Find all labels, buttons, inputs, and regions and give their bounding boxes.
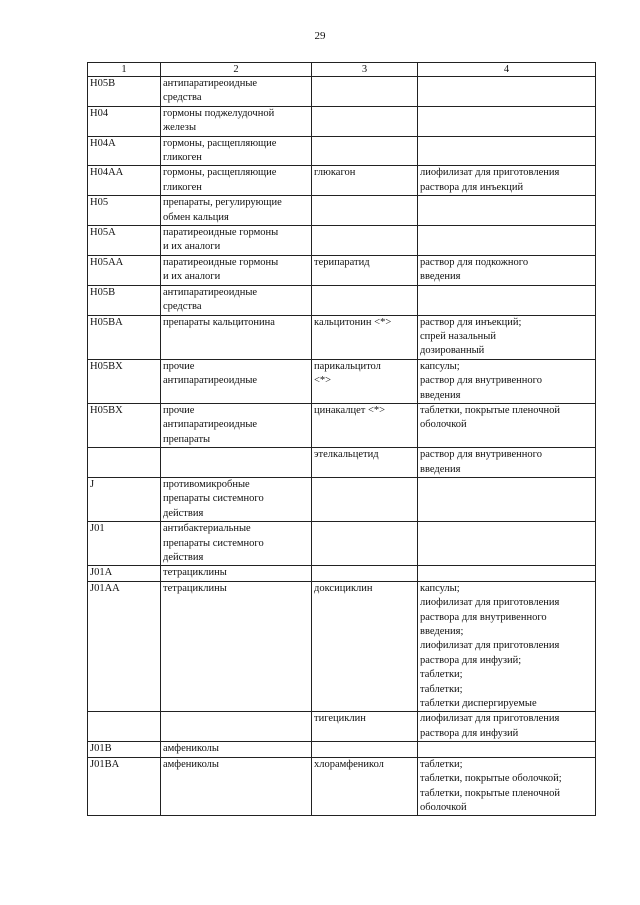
drug-cell [312, 477, 418, 521]
cell-text-line: капсулы; [420, 582, 460, 594]
cell-text-line: капсулы; [420, 360, 460, 372]
cell-text-line: введения [420, 389, 461, 401]
code-cell [88, 742, 161, 757]
drug-cell [312, 581, 418, 712]
group-cell [161, 196, 312, 226]
drug-cell [312, 285, 418, 315]
form-cell [418, 566, 596, 581]
cell-text-line: средства [163, 301, 202, 313]
cell-text-line: J01AA [90, 582, 120, 594]
column-header-3: 3 [312, 63, 418, 77]
cell-text-line: J01BA [90, 758, 120, 770]
drug-cell [312, 315, 418, 359]
drug-cell [312, 77, 418, 107]
table-row [88, 285, 596, 315]
group-cell [161, 757, 312, 816]
table-row [88, 757, 596, 816]
form-cell [418, 255, 596, 285]
group-cell [161, 315, 312, 359]
cell-text-line: раствора для инъекций [420, 181, 524, 193]
table-body [88, 77, 596, 816]
cell-text-line: таблетки; [420, 758, 463, 770]
cell-text-line: раствор для подкожного [420, 256, 529, 268]
cell-text-line: действия [163, 507, 204, 519]
group-cell [161, 522, 312, 566]
group-cell [161, 106, 312, 136]
form-cell [418, 403, 596, 447]
form-cell [418, 742, 596, 757]
drug-cell [312, 106, 418, 136]
cell-text-line: раствор для внутривенного [420, 375, 542, 387]
cell-text-line: введения; [420, 626, 464, 638]
cell-text-line: прочие [163, 360, 195, 372]
group-cell [161, 477, 312, 521]
cell-text-line: парикальцитол [314, 360, 381, 372]
group-cell [161, 403, 312, 447]
form-cell [418, 136, 596, 166]
cell-text-line: цинакалцет <*> [314, 404, 386, 416]
code-cell [88, 136, 161, 166]
code-cell [88, 359, 161, 403]
cell-text-line: антипаратиреоидные [163, 419, 258, 431]
cell-text-line: таблетки, покрытые пленочной [420, 787, 561, 799]
table-row [88, 477, 596, 521]
group-cell [161, 166, 312, 196]
form-cell [418, 166, 596, 196]
table-row [88, 712, 596, 742]
cell-text-line: препараты [163, 433, 211, 445]
table-row [88, 77, 596, 107]
cell-text-line: тетрациклины [163, 582, 227, 594]
cell-text-line: и их аналоги [163, 241, 221, 253]
drug-cell [312, 742, 418, 757]
table-row [88, 196, 596, 226]
code-cell [88, 255, 161, 285]
cell-text-line: паратиреоидные гормоны [163, 227, 279, 239]
table-row [88, 448, 596, 478]
cell-text-line: хлорамфеникол [314, 758, 384, 770]
form-cell [418, 522, 596, 566]
code-cell [88, 403, 161, 447]
cell-text-line: прочие [163, 404, 195, 416]
table-row [88, 581, 596, 712]
cell-text-line: таблетки, покрытые пленочной [420, 404, 561, 416]
cell-text-line: антибактериальные [163, 523, 251, 535]
table-row [88, 522, 596, 566]
cell-text-line: H05B [90, 78, 116, 89]
form-cell [418, 285, 596, 315]
cell-text-line: H05BX [90, 360, 123, 372]
form-cell [418, 315, 596, 359]
table-row [88, 315, 596, 359]
cell-text-line: и их аналоги [163, 271, 221, 283]
cell-text-line: терипаратид [314, 256, 370, 268]
cell-text-line: введения [420, 271, 461, 283]
group-cell [161, 136, 312, 166]
code-cell [88, 566, 161, 581]
drug-cell [312, 226, 418, 256]
drug-table [87, 62, 596, 816]
cell-text-line: паратиреоидные гормоны [163, 256, 279, 268]
cell-text-line: антипаратиреоидные [163, 78, 258, 89]
cell-text-line: оболочкой [420, 801, 467, 813]
cell-text-line: амфениколы [163, 758, 219, 770]
code-cell [88, 712, 161, 742]
group-cell [161, 581, 312, 712]
code-cell [88, 226, 161, 256]
drug-cell [312, 196, 418, 226]
code-cell [88, 196, 161, 226]
group-cell [161, 359, 312, 403]
group-cell [161, 285, 312, 315]
group-cell [161, 448, 312, 478]
column-header-1: 1 [88, 63, 161, 77]
cell-text-line: раствор для внутривенного [420, 449, 542, 461]
form-cell [418, 757, 596, 816]
cell-text-line: спрей назальный [420, 330, 496, 342]
code-cell [88, 315, 161, 359]
form-cell [418, 712, 596, 742]
table-row [88, 106, 596, 136]
drug-cell [312, 712, 418, 742]
cell-text-line: H04 [90, 107, 109, 119]
cell-text-line: раствора для внутривенного [420, 611, 547, 623]
table-row [88, 166, 596, 196]
cell-text-line: действия [163, 552, 204, 563]
cell-text-line: лиофилизат для приготовления [420, 640, 560, 652]
cell-text-line: лиофилизат для приготовления [420, 167, 560, 179]
group-cell [161, 742, 312, 757]
cell-text-line: H05 [90, 197, 109, 209]
form-cell [418, 226, 596, 256]
group-cell [161, 712, 312, 742]
code-cell [88, 757, 161, 816]
cell-text-line: оболочкой [420, 419, 467, 431]
cell-text-line: H05A [90, 227, 116, 239]
cell-text-line: препараты кальцитонина [163, 316, 275, 328]
drug-cell [312, 448, 418, 478]
cell-text-line: доксициклин [314, 582, 373, 594]
cell-text-line: гормоны, расщепляющие [163, 137, 277, 149]
drug-cell [312, 359, 418, 403]
table-row [88, 566, 596, 581]
form-cell [418, 359, 596, 403]
cell-text-line: раствора для инфузий; [420, 654, 522, 666]
table-header-row [88, 63, 596, 77]
form-cell [418, 448, 596, 478]
table-row [88, 226, 596, 256]
cell-text-line: железы [163, 122, 197, 134]
cell-text-line: таблетки, покрытые оболочкой; [420, 773, 562, 785]
cell-text-line: этелкальцетид [314, 449, 379, 461]
drug-cell [312, 522, 418, 566]
cell-text-line: препараты, регулирующие [163, 197, 282, 209]
cell-text-line: препараты системного [163, 537, 264, 549]
cell-text-line: антипаратиреоидные [163, 375, 258, 387]
cell-text-line: таблетки; [420, 669, 463, 681]
drug-cell [312, 255, 418, 285]
cell-text-line: раствор для инъекций; [420, 316, 522, 328]
group-cell [161, 566, 312, 581]
group-cell [161, 77, 312, 107]
code-cell [88, 285, 161, 315]
cell-text-line: <*> [314, 375, 332, 387]
cell-text-line: обмен кальция [163, 211, 229, 223]
cell-text-line: кальцитонин <*> [314, 316, 392, 328]
cell-text-line: тигециклин [314, 713, 366, 725]
drug-cell [312, 403, 418, 447]
drug-cell [312, 136, 418, 166]
cell-text-line: амфениколы [163, 743, 219, 755]
cell-text-line: средства [163, 92, 202, 104]
code-cell [88, 166, 161, 196]
table-row [88, 742, 596, 757]
form-cell [418, 581, 596, 712]
drug-cell [312, 166, 418, 196]
cell-text-line: таблетки; [420, 683, 463, 695]
cell-text-line: H04A [90, 137, 116, 149]
cell-text-line: введения [420, 463, 461, 475]
code-cell [88, 522, 161, 566]
code-cell [88, 581, 161, 712]
group-cell [161, 226, 312, 256]
column-header-4: 4 [418, 63, 596, 77]
cell-text-line: J01B [90, 743, 112, 755]
cell-text-line: H05BA [90, 316, 123, 328]
cell-text-line: H05B [90, 286, 116, 298]
table-row [88, 255, 596, 285]
cell-text-line: J01A [90, 567, 113, 579]
form-cell [418, 196, 596, 226]
column-header-2: 2 [161, 63, 312, 77]
cell-text-line: гликоген [163, 181, 202, 193]
page-number: 29 [314, 30, 326, 42]
table-row [88, 136, 596, 166]
cell-text-line: H05BX [90, 404, 123, 416]
code-cell [88, 106, 161, 136]
cell-text-line: лиофилизат для приготовления [420, 597, 560, 609]
table-row [88, 359, 596, 403]
cell-text-line: H04AA [90, 167, 124, 179]
cell-text-line: гормоны, расщепляющие [163, 167, 277, 179]
cell-text-line: дозированный [420, 345, 485, 357]
form-cell [418, 477, 596, 521]
cell-text-line: лиофилизат для приготовления [420, 713, 560, 725]
cell-text-line: антипаратиреоидные [163, 286, 258, 298]
table-row [88, 403, 596, 447]
code-cell [88, 77, 161, 107]
cell-text-line: гликоген [163, 152, 202, 164]
cell-text-line: J [90, 478, 95, 490]
group-cell [161, 255, 312, 285]
cell-text-line: раствора для инфузий [420, 727, 519, 739]
form-cell [418, 106, 596, 136]
code-cell [88, 448, 161, 478]
form-cell [418, 77, 596, 107]
cell-text-line: препараты системного [163, 493, 264, 505]
code-cell [88, 477, 161, 521]
cell-text-line: H05AA [90, 256, 124, 268]
cell-text-line: противомикробные [163, 478, 250, 490]
drug-cell [312, 757, 418, 816]
cell-text-line: гормоны поджелудочной [163, 107, 275, 119]
cell-text-line: таблетки диспергируемые [420, 698, 537, 710]
drug-cell [312, 566, 418, 581]
cell-text-line: J01 [90, 523, 105, 535]
cell-text-line: глюкагон [314, 167, 356, 179]
cell-text-line: тетрациклины [163, 567, 227, 579]
